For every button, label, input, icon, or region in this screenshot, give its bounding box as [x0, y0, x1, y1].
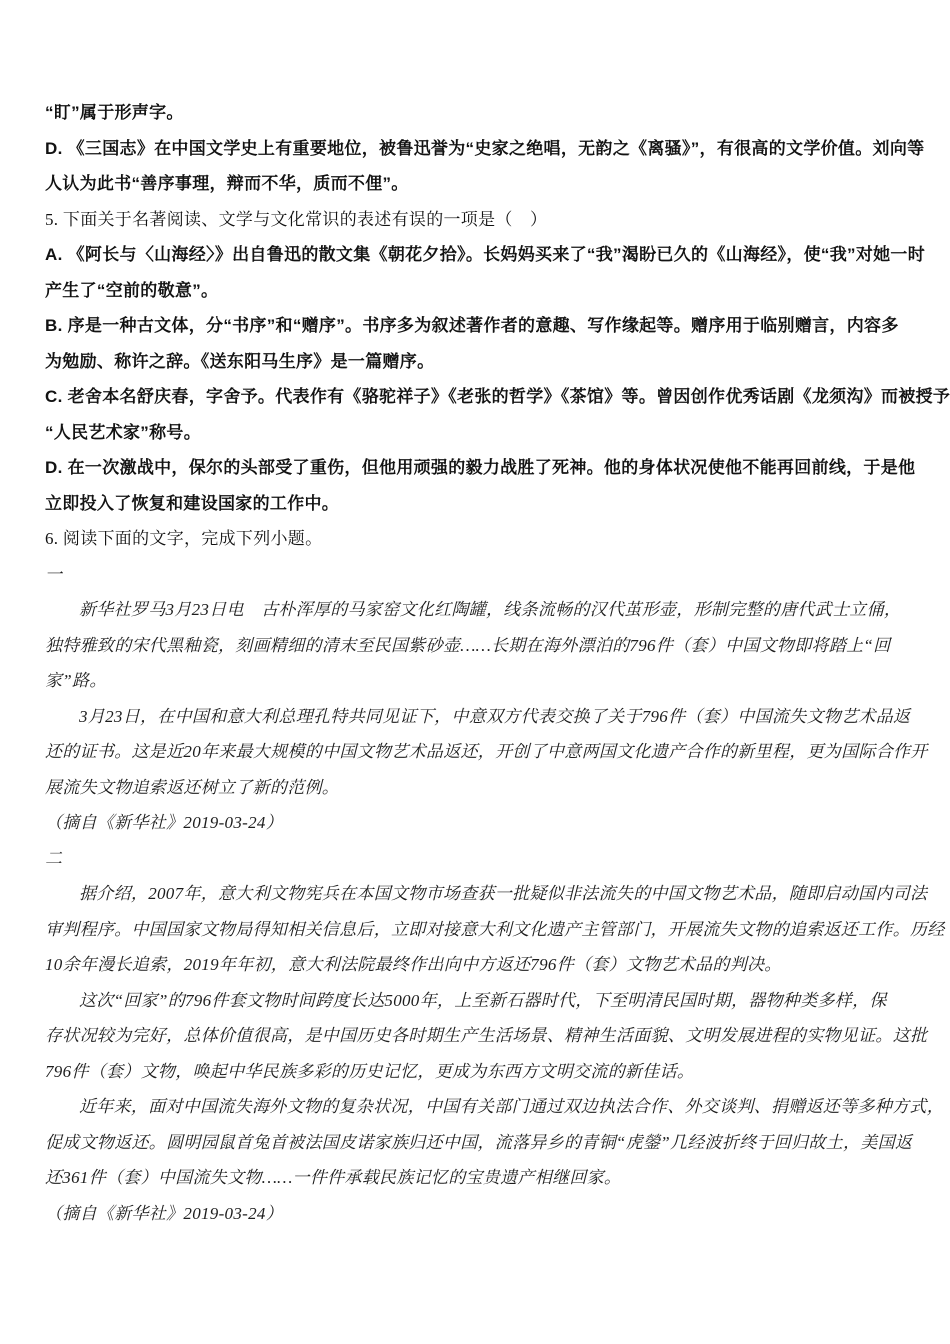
passage-two-para2-line-2: 存状况较为完好，总体价值很高，是中国历史各时期生产生活场景、精神生活面貌、文明发展进程的实物见证。这批: [45, 1026, 928, 1045]
passage-one-marker: 一: [45, 564, 63, 584]
q5-stem: 5. 下面关于名著阅读、文学与文化常识的表述有误的一项是（ ）: [45, 209, 548, 229]
q5-option-c-line-2: “人民艺术家”称号。: [45, 422, 201, 442]
passage-two-para3-line-1: 近年来，面对中国流失海外文物的复杂状况，中国有关部门通过双边执法合作、外交谈判、捐赠返还等多种方式，: [79, 1097, 944, 1116]
passage-one-para2-line-1: 3月23日，在中国和意大利总理孔特共同见证下，中意双方代表交换了关于796件（套）中国流失文物艺术品返: [79, 706, 911, 726]
q5-option-d-line-1: D. 在一次激战中，保尔的头部受了重伤，但他用顽强的毅力战胜了死神。他的身体状况使他不能再回前线，于是他: [45, 458, 916, 477]
passage-one-para2-line-3: 展流失文物追索返还树立了新的范例。: [45, 777, 340, 797]
passage-two-para2-line-1: 这次“回家”的796件套文物时间跨度长达5000年，上至新石器时代，下至明清民国时期，器物种类多样，保: [79, 990, 887, 1010]
passage-one-para1-line-2: 独特雅致的宋代黑釉瓷，刻画精细的清末至民国紫砂壶……长期在海外漂泊的796件（套）中国文物即将踏上“回: [45, 635, 891, 655]
passage-one-para1-line-3: 家”路。: [45, 671, 107, 690]
q4-option-d-line-2: 人认为此书“善序事理，辩而不华，质而不俚”。: [45, 174, 409, 193]
passage-two-para1-line-1: 据介绍，2007年，意大利文物宪兵在本国文物市场查获一批疑似非法流失的中国文物艺术品，随即启动国内司法: [79, 884, 928, 903]
q5-option-b-line-1: B. 序是一种古文体，分“书序”和“赠序”。书序多为叙述著作者的意趣、写作缘起等。赠序用于临别赠言，内容多: [45, 316, 899, 335]
passage-two-para3-line-2: 促成文物返还。圆明园鼠首兔首被法国皮诺家族归还中国，流落异乡的青铜“虎鎣”几经波折终于回归故土，美国返: [45, 1132, 913, 1152]
passage-two-para1-line-2: 审判程序。中国国家文物局得知相关信息后，立即对接意大利文化遗产主管部门，开展流失文物的追索返还工作。历经: [45, 919, 945, 939]
passage-two-para3-line-3: 还361件（套）中国流失文物……一件件承载民族记忆的宝贵遗产相继回家。: [45, 1168, 622, 1187]
q5-option-a-line-2: 产生了“空前的敬意”。: [45, 280, 219, 300]
q6-stem: 6. 阅读下面的文字，完成下列小题。: [45, 529, 323, 548]
q5-option-a-line-1: A. 《阿长与〈山海经〉》出自鲁迅的散文集《朝花夕拾》。长妈妈买来了“我”渴盼已久的《山海经》，使“我”对她一时: [45, 245, 926, 264]
passage-one-para1-line-1: 新华社罗马3月23日电 古朴浑厚的马家窑文化红陶罐，线条流畅的汉代茧形壶，形制完整的唐代武士立俑，: [79, 600, 902, 619]
q5-option-b-line-2: 为勉励、称许之辞。《送东阳马生序》是一篇赠序。: [45, 351, 435, 371]
passage-two-para2-line-3: 796件（套）文物，唤起中华民族多彩的历史记忆，更成为东西方文明交流的新佳话。: [45, 1061, 695, 1081]
passage-one-para2-line-2: 还的证书。这是近20年来最大规模的中国文物艺术品返还，开创了中意两国文化遗产合作的新里程，更为国际合作开: [45, 742, 928, 761]
passage-two-source: （摘自《新华社》2019-03-24）: [45, 1203, 284, 1223]
q4-option-tail: “盯”属于形声字。: [45, 103, 184, 122]
q5-option-d-line-2: 立即投入了恢复和建设国家的工作中。: [45, 493, 340, 513]
q5-option-c-line-1: C. 老舍本名舒庆春，字舍予。代表作有《骆驼祥子》《老张的哲学》《茶馆》等。曾因创作优秀话剧《龙须沟》而被授予: [45, 387, 950, 406]
passage-one-source: （摘自《新华社》2019-03-24）: [45, 813, 284, 832]
passage-two-marker: 二: [45, 848, 63, 868]
q4-option-d-line-1: D. 《三国志》在中国文学史上有重要地位，被鲁迅誉为“史家之绝唱，无韵之《离骚》”，有很高的文学价值。刘向等: [45, 138, 925, 158]
passage-two-para1-line-3: 10余年漫长追索，2019年年初，意大利法院最终作出向中方返还796件（套）文物艺术品的判决。: [45, 955, 782, 974]
